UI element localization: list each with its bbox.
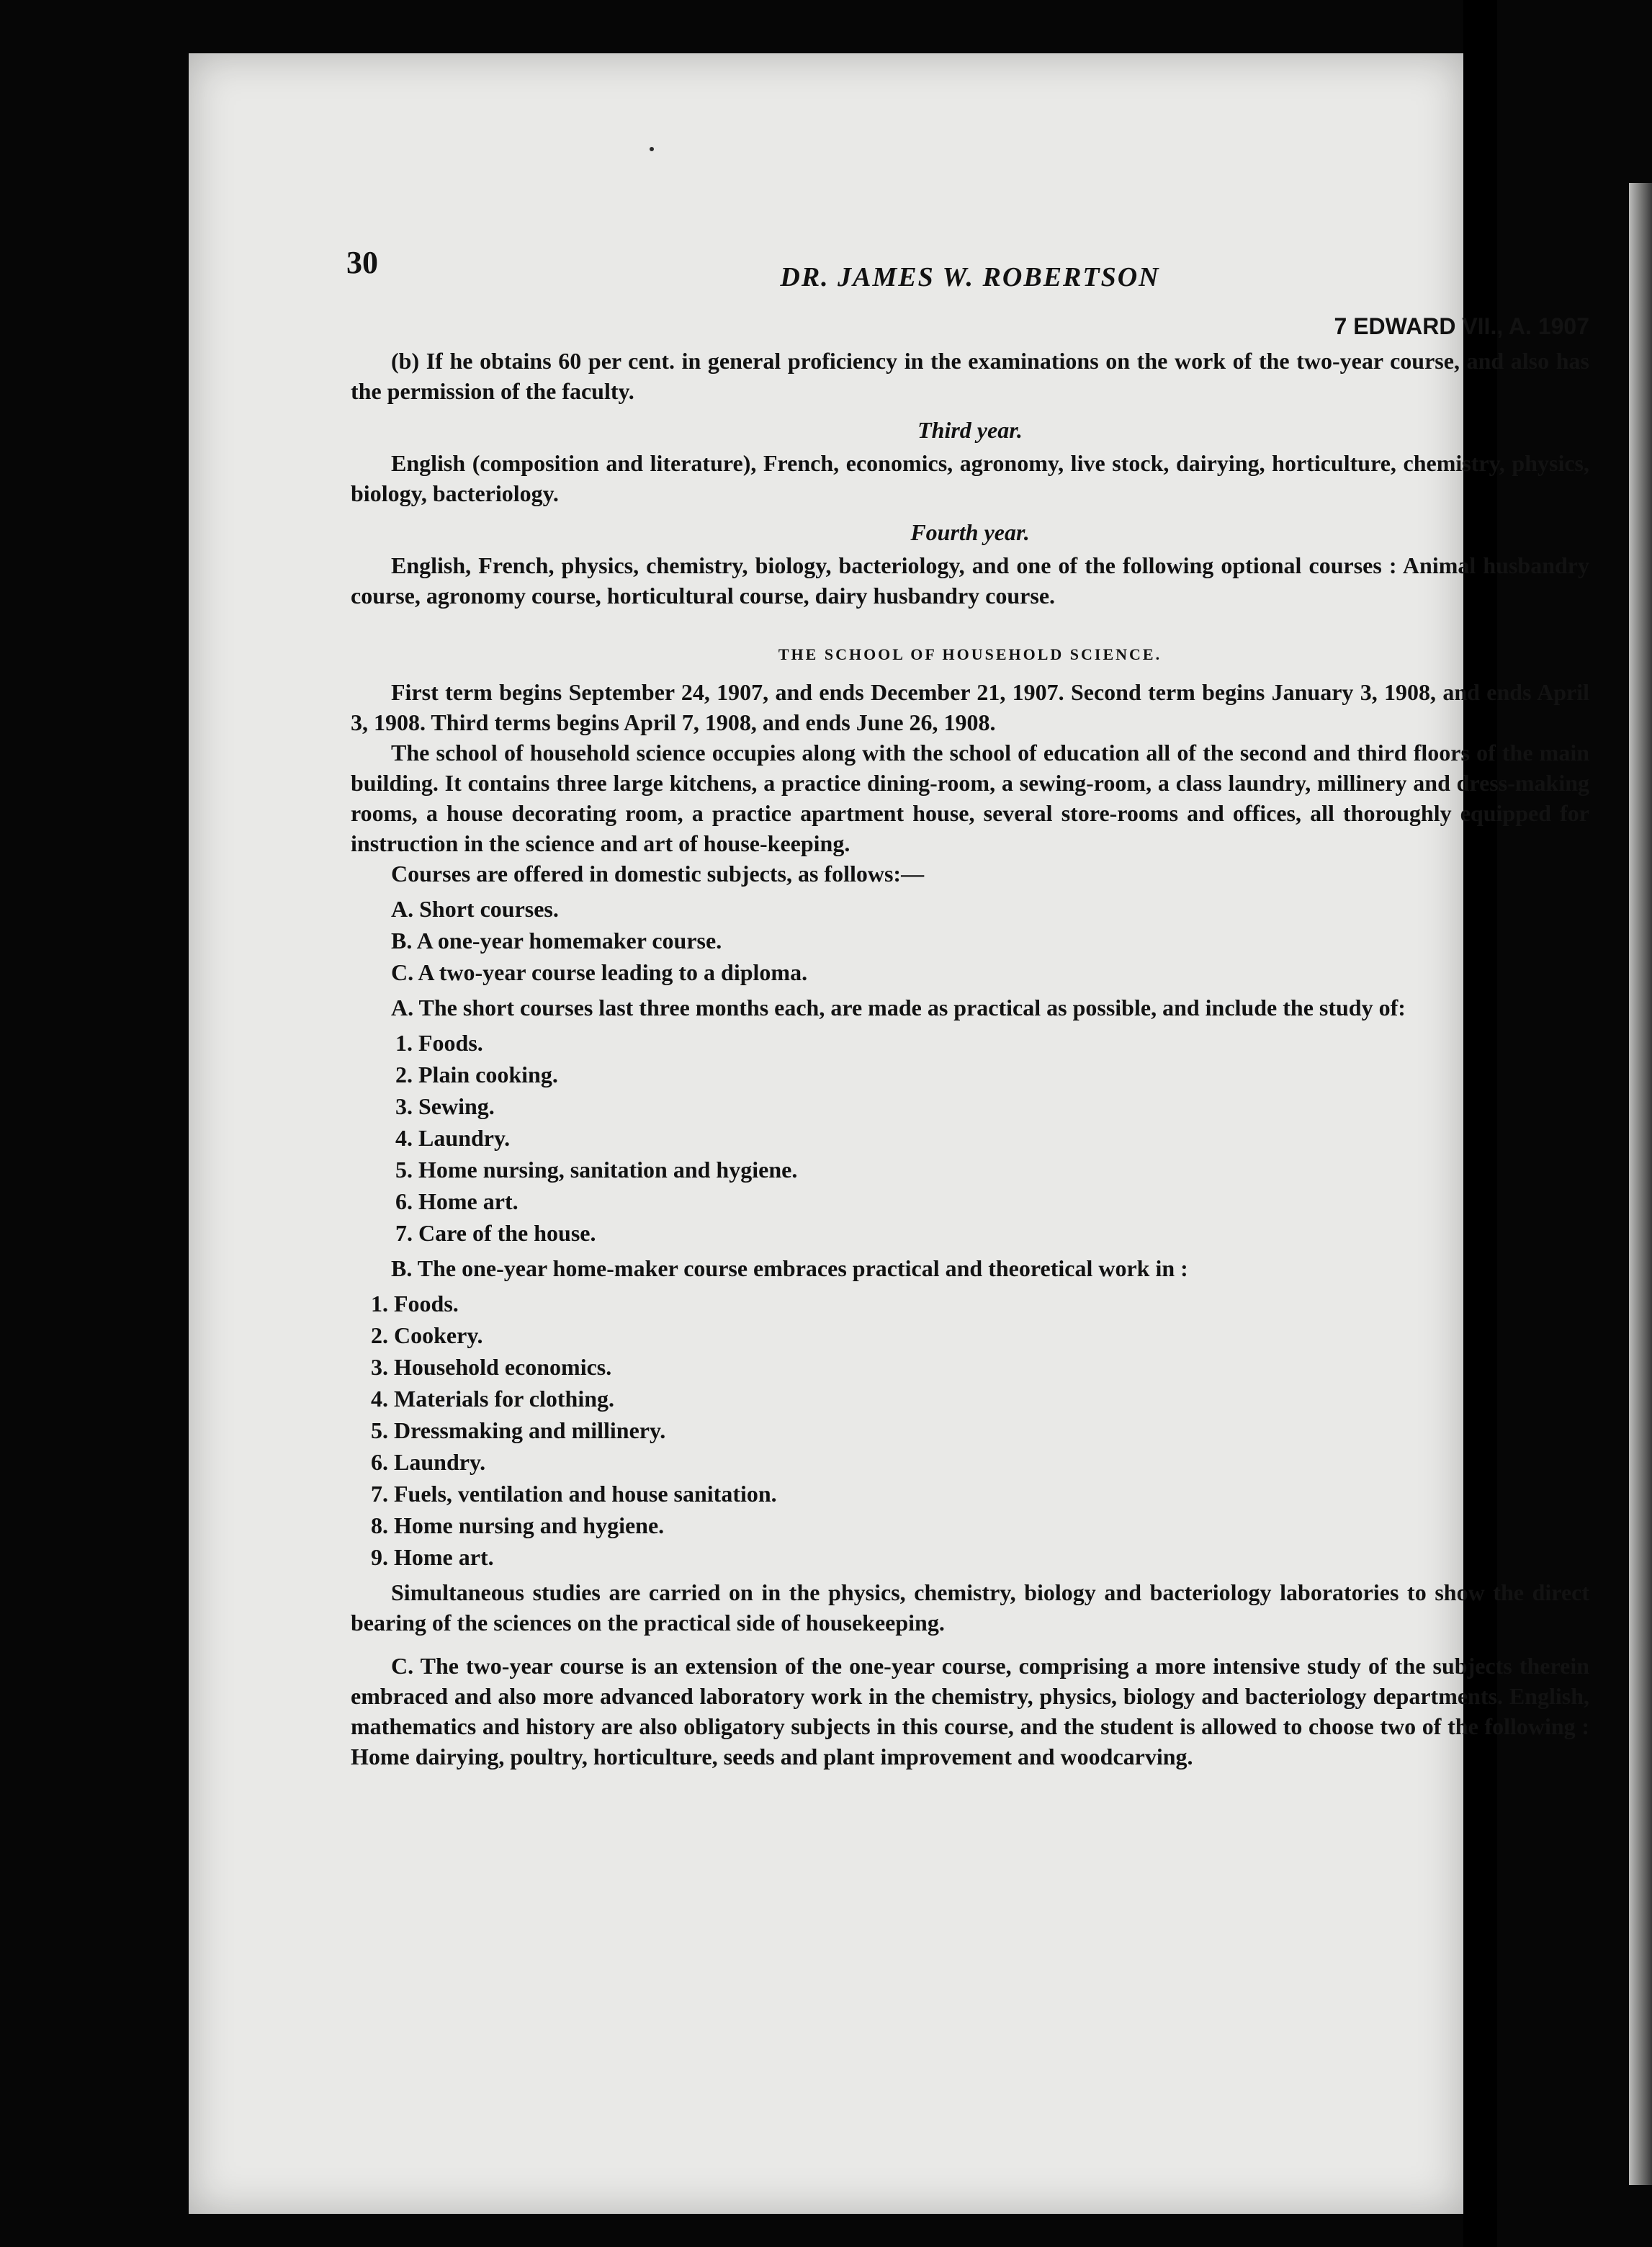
list-item: A. Short courses. <box>391 896 559 922</box>
page-content <box>346 190 1589 1772</box>
session-line <box>351 311 1589 346</box>
list-item: 6. Laundry. <box>371 1449 486 1475</box>
fourth-year-paragraph: English, French, physics, chemistry, biology, bacteriology, and one of the following optional courses : Animal husbandry course, agronomy course, horticultural course, dairy husbandry course. <box>351 552 1589 609</box>
list-item: 1. Foods. <box>395 1030 483 1056</box>
page-number: 30 <box>346 245 378 280</box>
list-item: B. A one-year homemaker course. <box>391 928 722 954</box>
third-year-heading: Third year. <box>917 417 1023 443</box>
page-header <box>346 190 1589 292</box>
terms-paragraph: First term begins September 24, 1907, and ends December 21, 1907. Second term begins January 3, 1908, and ends April 3, 1908. Third terms begins April 7, 1908, and ends June 26, 1908. <box>351 679 1589 735</box>
simultaneous-paragraph: Simultaneous studies are carried on in the physics, chemistry, biology and bacteriology laboratories to show the direct bearing of the sciences on the practical side of housekeeping. <box>351 1579 1589 1636</box>
session-label: 7 EDWARD VII., A. 1907 <box>1334 313 1589 339</box>
list-item: 7. Fuels, ventilation and house sanitation. <box>371 1481 777 1507</box>
list-item: 1. Foods. <box>371 1291 459 1317</box>
third-year-paragraph: English (composition and literature), French, economics, agronomy, live stock, dairying, horticulture, chemistry, physics, biology, bacteriology. <box>351 450 1589 506</box>
list-item: 4. Materials for clothing. <box>371 1386 615 1412</box>
list-item: 3. Household economics. <box>371 1354 612 1380</box>
list-item: 6. Home art. <box>395 1188 519 1214</box>
list-item: 3. Sewing. <box>395 1093 495 1119</box>
list-item: C. A two-year course leading to a diploma. <box>391 959 808 985</box>
speck <box>650 147 654 151</box>
list-item: 2. Cookery. <box>371 1322 483 1348</box>
homemaker-list <box>351 1288 1589 1573</box>
running-title: DR. JAMES W. ROBERTSON <box>780 262 1160 292</box>
intro-paragraph: (b) If he obtains 60 per cent. in general proficiency in the examinations on the work of the two-year course, and also has the permission of the faculty. <box>351 348 1589 404</box>
homemaker-intro: B. The one-year home-maker course embraces practical and theoretical work in : <box>391 1255 1188 1281</box>
list-item: 9. Home art. <box>371 1544 494 1570</box>
description-paragraph: The school of household science occupies along with the school of education all of the second and third floors of the main building. It contains three large kitchens, a practice dining-room, a sewing-room, a class laundry, millinery and dress-making rooms, a house decorating room, a practice apartment house, several store-rooms and offices, all thoroughly equipped for instruction in the science and art of house-keeping. <box>351 740 1589 856</box>
two-year-paragraph: C. The two-year course is an extension of the one-year course, comprising a more intensive study of the subjects therein embraced and also more advanced laboratory work in the chemistry, physics, biology and bacteriology departments. English, mathematics and history are also obligatory subjects in this course, and the student is allowed to choose two of the following : Home dairying, poultry, horticulture, seeds and plant improvement and woodcarving. <box>351 1653 1589 1770</box>
list-item: 7. Care of the house. <box>395 1220 596 1246</box>
short-courses-list <box>351 1027 1589 1249</box>
list-item: 4. Laundry. <box>395 1125 511 1151</box>
list-item: 8. Home nursing and hygiene. <box>371 1512 665 1538</box>
list-item: 2. Plain cooking. <box>395 1062 558 1087</box>
courses-intro: Courses are offered in domestic subjects, as follows:— <box>391 861 925 887</box>
list-item: 5. Home nursing, sanitation and hygiene. <box>395 1157 798 1183</box>
page-edge-shadow <box>1629 183 1652 2185</box>
section-title: THE SCHOOL OF HOUSEHOLD SCIENCE. <box>778 645 1162 663</box>
list-item: 5. Dressmaking and millinery. <box>371 1417 666 1443</box>
short-courses-intro: A. The short courses last three months each, are made as practical as possible, and include the study of: <box>391 995 1406 1021</box>
fourth-year-heading: Fourth year. <box>910 519 1030 545</box>
course-list <box>351 893 1589 988</box>
document-page <box>189 53 1589 2214</box>
